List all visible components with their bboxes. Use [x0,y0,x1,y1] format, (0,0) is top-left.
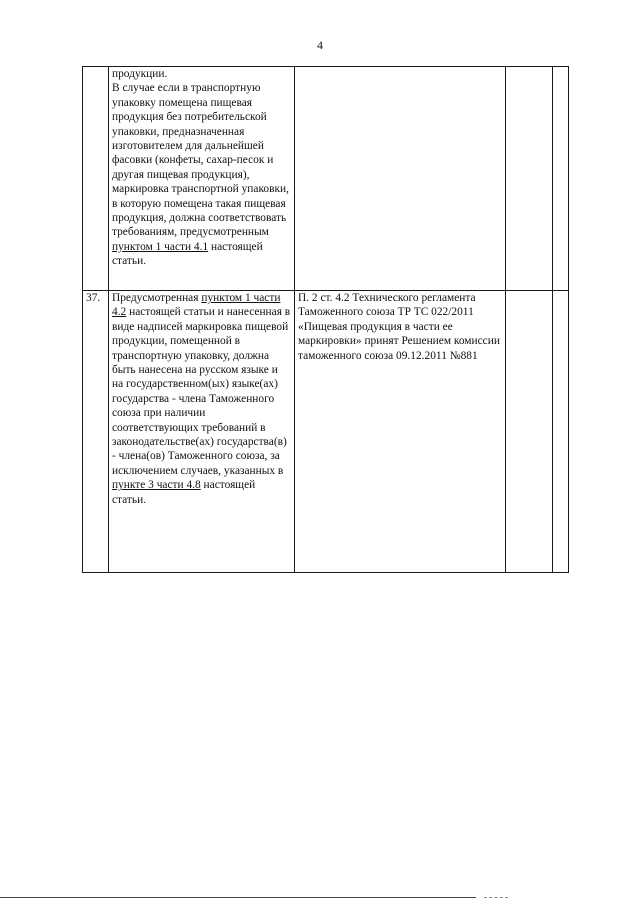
empty-cell [553,67,569,291]
requirement-text: Предусмотренная [112,292,202,304]
row-number-cell: 37. [83,291,109,573]
requirement-cell [109,67,295,291]
clause-link[interactable]: пунктом 1 части 4.2 [112,292,281,319]
table-row-37 [83,291,569,573]
requirement-text: В случае если в транспортную упаковку помещена пищевая продукция без потребительской упаковки, предназначенная изготовителем для дальнейшей фасовки (конфеты, сахар-песок и другая пищевая продукция), маркировка транспортной упаковки, в которую помещена такая пищевая продукция, должна соответствовать требованиям, предусмотренным [112,82,289,239]
empty-cell [506,291,553,573]
table-row-continuation [83,67,569,291]
footer-divider [0,897,476,898]
clause-link[interactable]: пункте 3 части 4.8 [112,479,201,492]
requirement-text: настоящей статьи. [112,479,256,506]
footer-divider-dashes [484,897,508,898]
empty-cell [506,67,553,291]
empty-cell [553,291,569,573]
reference-cell [295,67,506,291]
requirement-text: настоящей статьи. [112,240,263,268]
reference-cell: П. 2 ст. 4.2 Технического регламента Таможенного союза ТР ТС 022/2011 «Пищевая продукция в части ее маркировки» принят Решением комиссии таможенного союза 09.12.2011 №881 [295,291,506,573]
requirements-table [82,66,569,573]
requirement-cell [109,291,295,573]
requirement-text: продукции. [112,68,168,80]
row-number-cell [83,67,109,291]
clause-link[interactable]: пунктом 1 части 4.1 [112,240,209,253]
page-number: 4 [317,38,323,52]
requirement-text: настоящей статьи и нанесенная в виде надписей маркировка пищевой продукции, помещенной в транспортную упаковку, должна быть нанесена на русском языке и на государственном(ых) языке(ах) государства - члена Таможенного союза при наличии соответствующих требований в законодательстве(ах) государства(в) - члена(ов) Таможенного союза, за исключением случаев, указанных в [112,306,291,477]
